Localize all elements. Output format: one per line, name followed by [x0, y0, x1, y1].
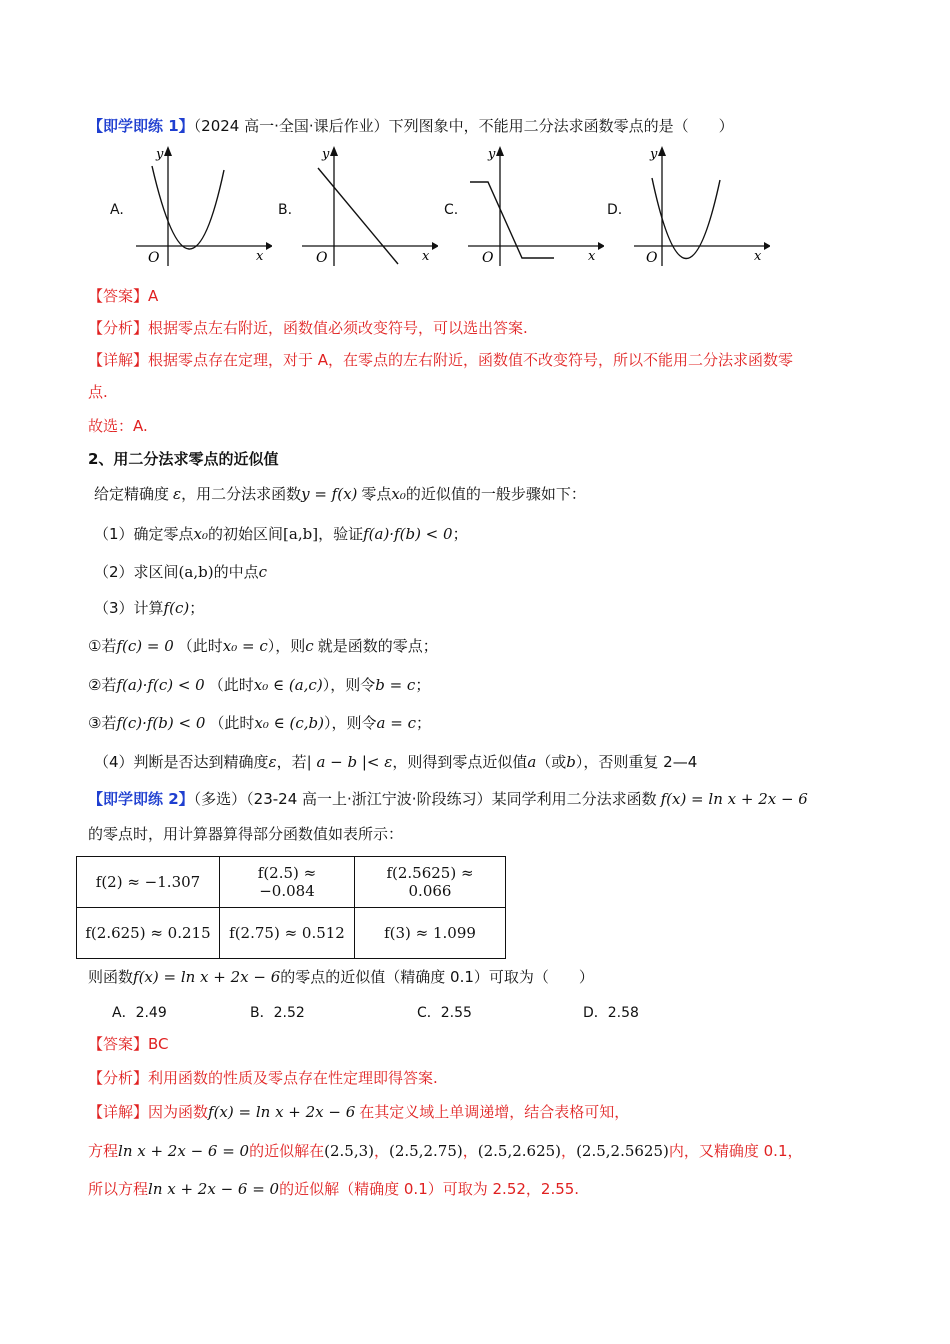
- choice-c[interactable]: C．2.55: [417, 1005, 472, 1021]
- ex1-analysis: 根据零点左右附近，函数值必须改变符号，可以选出答案.: [148, 319, 528, 337]
- case-1-text-b: （此时: [177, 637, 223, 655]
- case-2: [88, 675, 430, 695]
- ex2-detail-3a: 所以方程: [88, 1180, 149, 1198]
- ex1-stem: （2024 高一·全国·课后作业）下列图象中，不能用二分法求函数零点的是（ ）: [193, 117, 734, 135]
- graph-d: [630, 142, 770, 270]
- ex2-analysis-line: [88, 1068, 438, 1088]
- step-4-a: a: [527, 753, 537, 771]
- table-cell: f(3) ≈ 1.099: [355, 908, 506, 959]
- case-3-text-a: ③若: [88, 714, 117, 732]
- step-1-interval: [a,b]: [283, 525, 319, 543]
- graph-b-origin: O: [316, 250, 328, 266]
- interval-3: (2.5,2.625): [477, 1142, 562, 1160]
- case-2-text-a: ②若: [88, 676, 117, 694]
- case-1-text-e: 就是函数的零点；: [317, 637, 438, 655]
- ex2-stem-line-1: [88, 789, 808, 809]
- graph-d-origin: O: [646, 250, 658, 266]
- interval-2: (2.5,2.75): [389, 1142, 463, 1160]
- ex2-analysis-tag: 【分析】: [88, 1069, 149, 1087]
- section2-intro: [94, 484, 586, 504]
- step-4-b: b: [566, 753, 576, 771]
- intro-text-b: ，用二分法求函数: [181, 485, 302, 503]
- case-1: [88, 636, 438, 656]
- ex2-equation: ln x + 2x − 6 = 0: [118, 1142, 250, 1160]
- choice-a[interactable]: A．2.49: [112, 1005, 167, 1021]
- case-3-condition: f(c)·f(b) < 0: [116, 714, 206, 732]
- graph-a-x-label: x: [256, 249, 264, 264]
- interval-1: (2.5,3): [324, 1142, 374, 1160]
- graph-a-origin: O: [148, 250, 160, 266]
- step-3: [94, 598, 204, 618]
- step-4-text-g: ），否则重复 2—4: [575, 753, 698, 771]
- ex2-answer-tag: 【答案】: [88, 1035, 149, 1053]
- section2-heading: 2、用二分法求零点的近似值: [88, 450, 279, 468]
- graph-d-y-label: y: [650, 147, 658, 162]
- case-2-text-c: ），则令: [322, 676, 376, 694]
- step-2-text-a: （2）求区间: [94, 563, 179, 581]
- ex2-detail-3b: 的近似解（精确度 0.1）可取为 2.52，2.55.: [279, 1180, 580, 1198]
- ex1-answer-tag: 【答案】: [88, 287, 149, 305]
- step-3-text-b: ；: [189, 599, 205, 617]
- table-cell: f(2.625) ≈ 0.215: [77, 908, 220, 959]
- function-values-table: [76, 856, 506, 959]
- x0: x₀: [391, 485, 406, 503]
- graph-a-y-arrow: [164, 146, 172, 156]
- ex2-stem-line-2: 的零点时，用计算器算得部分函数值如表所示：: [88, 825, 404, 843]
- ex1-analysis-tag: 【分析】: [88, 319, 149, 337]
- ex2-answer-line: [88, 1034, 169, 1054]
- graph-a-x-arrow: [266, 242, 272, 250]
- case-2-text-e: ；: [415, 676, 431, 694]
- case-2-condition: f(a)·f(c) < 0: [116, 676, 205, 694]
- case-3-text-b: （此时: [209, 714, 255, 732]
- case-1-text-a: ①若: [88, 637, 117, 655]
- graph-a: [132, 142, 272, 270]
- step-4-text-e: （或: [536, 753, 567, 771]
- case-2-assign: b = c: [375, 676, 416, 694]
- step-4-condition: | a − b |< ε: [306, 753, 393, 771]
- table-cell: f(2.5) ≈ −0.084: [220, 857, 355, 908]
- choice-d[interactable]: D．2.58: [583, 1005, 639, 1021]
- step-3-fc: f(c): [163, 599, 190, 617]
- case-1-text-c: ），则: [267, 637, 306, 655]
- case-1-c: c: [305, 637, 314, 655]
- step-1-text-c: ，验证: [318, 525, 364, 543]
- graph-c: [464, 142, 604, 270]
- case-3-text-e: ；: [415, 714, 431, 732]
- graph-a-y-label: y: [156, 147, 164, 162]
- ex1-answer-line: [88, 286, 158, 306]
- graph-b-line: [318, 168, 398, 264]
- ex1-option-c-label: C.: [444, 202, 459, 218]
- case-3: [88, 713, 431, 733]
- case-3-x0: x₀ ∈ (c,b): [254, 714, 324, 732]
- table-cell: f(2) ≈ −1.307: [77, 857, 220, 908]
- graph-d-y-arrow: [658, 146, 666, 156]
- step-4-epsilon: ε: [268, 753, 277, 771]
- epsilon: ε: [173, 485, 182, 503]
- table-cell: f(2.75) ≈ 0.512: [220, 908, 355, 959]
- separator: ，: [462, 1142, 478, 1160]
- ex2-detail-line-2: [88, 1141, 803, 1161]
- choice-b[interactable]: B．2.52: [250, 1005, 305, 1021]
- case-2-text-b: （此时: [208, 676, 254, 694]
- ex1-option-b-label: B.: [278, 202, 293, 218]
- step-2-interval: (a,b): [178, 563, 214, 581]
- table-row: [77, 908, 506, 959]
- case-3-text-c: ），则令: [324, 714, 377, 732]
- ex2-detail-tag: 【详解】: [88, 1103, 149, 1121]
- step-4-text-a: （4）判断是否达到精确度: [94, 753, 269, 771]
- ex2-detail-2c: 内，又精确度 0.1，: [668, 1142, 803, 1160]
- step-1-x0: x₀: [193, 525, 209, 543]
- intro-text-d: 的近似值的一般步骤如下：: [405, 485, 586, 503]
- case-1-condition: f(c) = 0: [116, 637, 174, 655]
- step-1-condition: f(a)·f(b) < 0: [363, 525, 453, 543]
- graph-c-origin: O: [482, 250, 494, 266]
- graph-b-y-arrow: [330, 146, 338, 156]
- ex1-answer: A: [148, 287, 159, 305]
- graph-a-curve: [152, 166, 224, 249]
- ex2-detail-function: f(x) = ln x + 2x − 6: [208, 1103, 356, 1121]
- ex2-function: f(x) = ln x + 2x − 6: [660, 790, 808, 808]
- step-1-text-d: ；: [452, 525, 468, 543]
- case-1-x0: x₀ = c: [222, 637, 268, 655]
- step-2-c: c: [258, 563, 267, 581]
- graph-b-x-label: x: [422, 249, 430, 264]
- graph-c-x-label: x: [588, 249, 596, 264]
- graph-c-y-label: y: [488, 147, 496, 162]
- ex2-stem-a: （多选）（23-24 高一上·浙江宁波·阶段练习）某同学利用二分法求函数: [193, 790, 657, 808]
- step-2-text-b: 的中点: [213, 563, 259, 581]
- ex2-question-a: 则函数: [88, 968, 134, 986]
- ex2-analysis: 利用函数的性质及零点存在性定理即得答案.: [148, 1069, 438, 1087]
- step-1: [94, 524, 468, 544]
- ex2-question: [88, 967, 594, 987]
- ex2-detail-1b: 在其定义域上单调递增，结合表格可知，: [359, 1103, 630, 1121]
- ex2-question-function: f(x) = ln x + 2x − 6: [133, 968, 281, 986]
- ex2-answer: BC: [148, 1035, 169, 1053]
- ex1-detail-1: 根据零点存在定理，对于 A，在零点的左右附近，函数值不改变符号，所以不能用二分法求函数零: [148, 351, 794, 369]
- step-1-text-b: 的初始区间: [208, 525, 284, 543]
- intro-text-a: 给定精确度: [94, 485, 170, 503]
- step-3-text-a: （3）计算: [94, 599, 164, 617]
- ex1-analysis-line: [88, 318, 528, 338]
- separator: ，: [561, 1142, 577, 1160]
- table-row: [77, 857, 506, 908]
- step-4: [94, 752, 697, 772]
- ex2-detail-2a: 方程: [88, 1142, 119, 1160]
- ex1-conclusion: 故选：A.: [88, 417, 148, 435]
- ex1-detail-tag: 【详解】: [88, 351, 149, 369]
- graph-d-x-label: x: [754, 249, 762, 264]
- ex2-detail-line-1: [88, 1102, 629, 1122]
- case-2-x0: x₀ ∈ (a,c): [253, 676, 323, 694]
- ex2-detail-line-3: [88, 1179, 579, 1199]
- ex2-tag: 【即学即练 2】: [88, 790, 194, 808]
- step-4-text-c: ，则得到零点近似值: [392, 753, 528, 771]
- ex1-tag: 【即学即练 1】: [88, 117, 194, 135]
- ex1-detail-line-1: [88, 350, 793, 370]
- ex2-detail-2b: 的近似解在: [249, 1142, 325, 1160]
- function-y-fx: y = f(x): [301, 485, 358, 503]
- graph-c-x-arrow: [598, 242, 604, 250]
- ex2-detail-1a: 因为函数: [148, 1103, 209, 1121]
- separator: ，: [374, 1142, 390, 1160]
- table-cell: f(2.5625) ≈ 0.066: [355, 857, 506, 908]
- step-2: [94, 562, 267, 582]
- ex1-stem-line: [88, 116, 734, 136]
- step-1-text-a: （1）确定零点: [94, 525, 194, 543]
- case-3-assign: a = c: [376, 714, 416, 732]
- graph-d-x-arrow: [764, 242, 770, 250]
- ex1-detail-line-2: 点.: [88, 383, 108, 401]
- step-4-text-b: ，若: [276, 753, 307, 771]
- ex1-option-d-label: D.: [607, 202, 623, 218]
- intro-text-c: 零点: [361, 485, 392, 503]
- ex2-equation-2: ln x + 2x − 6 = 0: [148, 1180, 280, 1198]
- graph-b: [298, 142, 438, 270]
- graph-b-x-arrow: [432, 242, 438, 250]
- graph-c-y-arrow: [496, 146, 504, 156]
- graph-b-y-label: y: [322, 147, 330, 162]
- interval-4: (2.5,2.5625): [576, 1142, 669, 1160]
- ex2-question-b: 的零点的近似值（精确度 0.1）可取为（ ）: [280, 968, 594, 986]
- ex1-option-a-label: A.: [110, 202, 124, 218]
